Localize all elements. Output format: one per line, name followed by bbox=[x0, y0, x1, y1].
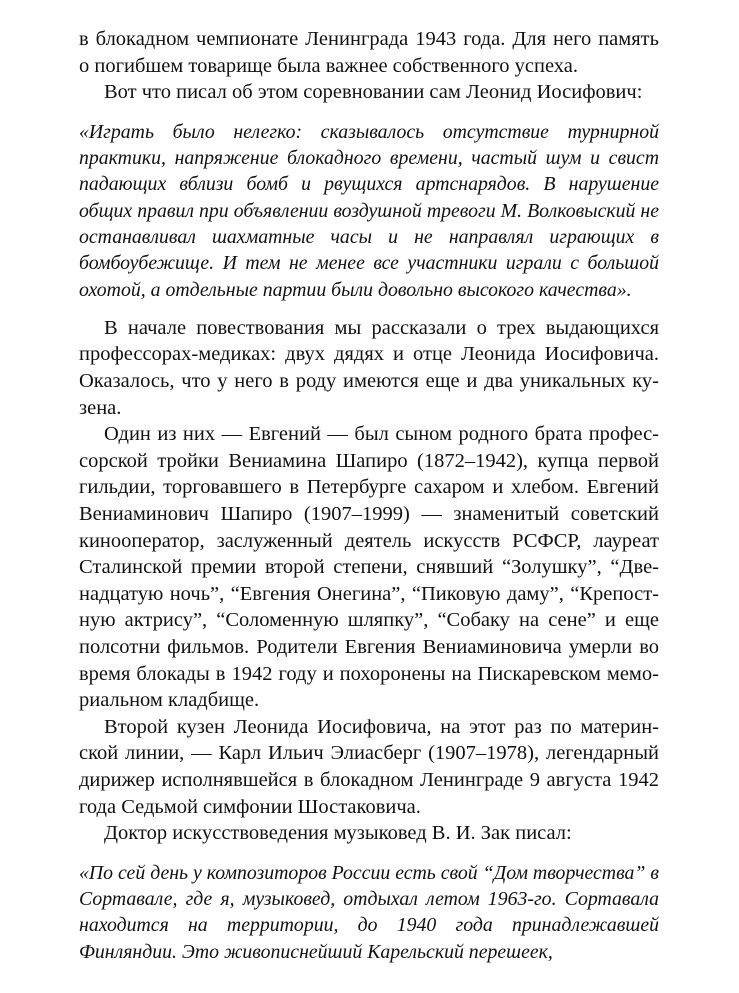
paragraph-professors: В начале повествования мы рассказали о трех выдающихся профессорах-медиках: двух дядях и отце Леонида Иосифовича. Оказалось, что у него в роду имеются еще и два уникальных кузена. bbox=[79, 316, 659, 419]
paragraph-zak-intro: Доктор искусствоведения музыковед В. И. Зак писал: bbox=[104, 822, 572, 845]
paragraph-karl-eliasberg: Второй кузен Леонида Иосифовича, на этот раз по материнской линии, — Карл Ильич Элиасберг (1907–1978), легендарный дирижер исполнявшейся в блокадном Ленинграде 9 августа 1942 года Седьмой симфонии Шостаковича. bbox=[79, 715, 659, 818]
page-body bbox=[79, 26, 659, 965]
block-quote-volkovyski: «Играть было нелегко: сказывалось отсутствие турнирной практики, напряжение блокадного времени, частый шум и свист падающих вблизи бомб и рвущихся артснарядов. В нарушение общих правил при объявлении воздушной тревоги М. Волковыский не останавливал шахматные часы и не направлял играющих в бомбоубежище. И тем не менее все участники играли с большой охотой, а отдельные партии были довольно высокого качества». bbox=[79, 120, 659, 301]
paragraph-intro-quote: Вот что писал об этом соревновании сам Леонид Иосифович: bbox=[104, 81, 643, 104]
paragraph-continuation: в блокадном чемпионате Ленинграда 1943 года. Для него память о погибшем товарище была важнее собственного успеха. bbox=[79, 28, 659, 77]
paragraph-evgeny-shapiro: Один из них — Евгений — был сыном родного брата профессорской тройки Вениамина Шапиро (1872–1942), купца первой гильдии, торговавшего в Петербурге сахаром и хлебом. Евгений Вениаминович Шапиро (1907–1999) — знаменитый советский кинооператор, заслуженный деятель искусств РСФСР, лауреат Сталинской премии второй степени, снявший “Золушку”, “Двенадцатую ночь”, “Евгения Онегина”, “Пиковую даму”, “Крепостную актрису”, “Соломенную шляпку”, “Собаку на сене” и еще полсотни фильмов. Родители Евгения Вениаминовича умерли во время блокады в 1942 году и похоронены на Пискаревском мемориальном кладбище. bbox=[79, 423, 659, 712]
block-quote-zak: «По сей день у композиторов России есть свой “Дом творчества” в Сортавале, где я, музыковед, отдыхал летом 1963-го. Сортавала находится на территории, до 1940 года принадлежавшей Финляндии. Это живописнейший Карельский перешеек, bbox=[79, 861, 659, 963]
